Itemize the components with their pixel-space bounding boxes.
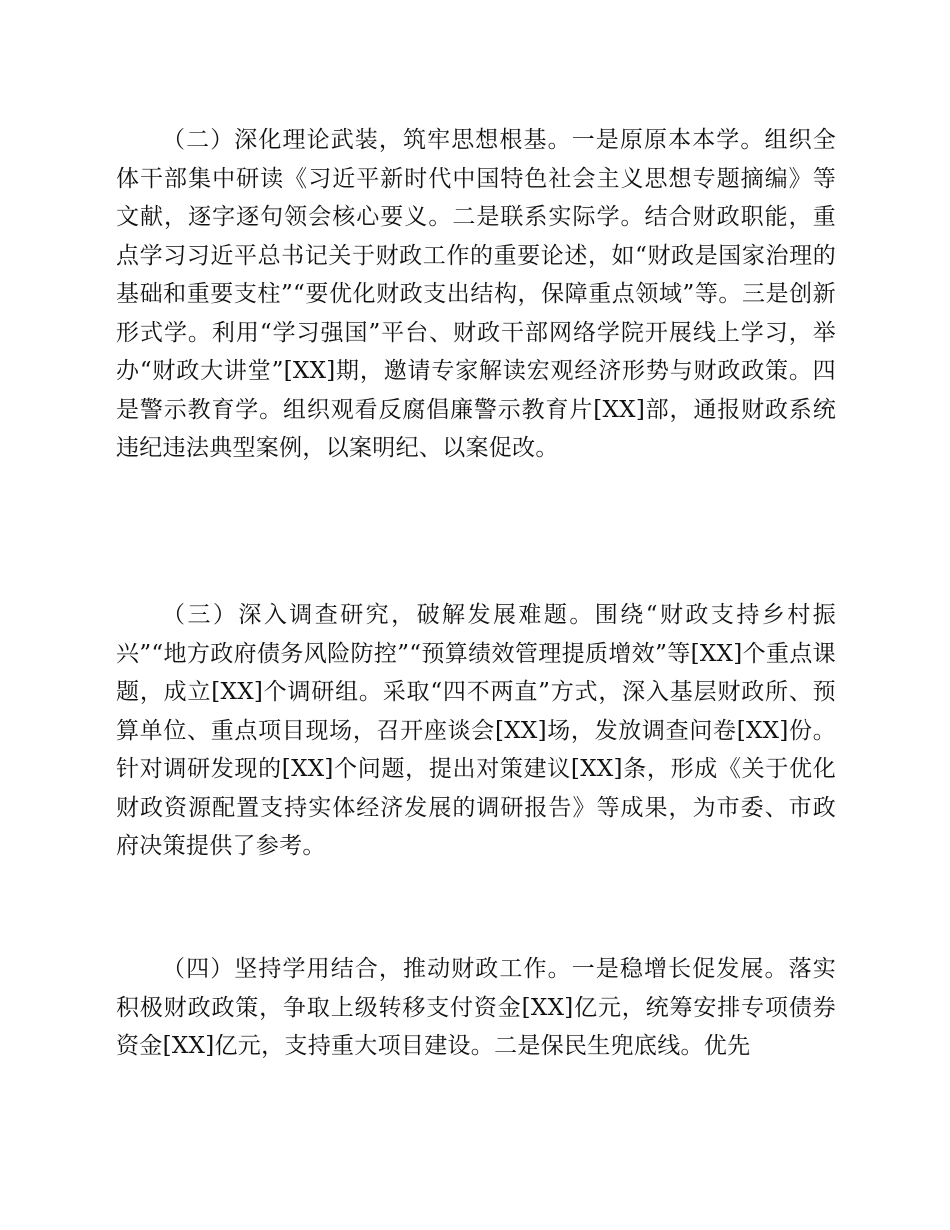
- paragraph-section-4: （四）坚持学用结合，推动财政工作。一是稳增长促发展。落实积极财政政策，争取上级转移支付资金[XX]亿元，统筹安排专项债券资金[XX]亿元，支持重大项目建设。二是保民生兜底线。优先: [116, 956, 836, 1059]
- paragraph-section-2: （二）深化理论武装，筑牢思想根基。一是原原本本学。组织全体干部集中研读《习近平新时代中国特色社会主义思想专题摘编》等文献，逐字逐句领会核心要义。二是联系实际学。结合财政职能，重点学习习近平总书记关于财政工作的重要论述，如“财政是国家治理的基础和重要支柱”“要优化财政支出结构，保障重点领域”等。三是创新形式学。利用“学习强国”平台、财政干部网络学院开展线上学习，举办“财政大讲堂”[XX]期，邀请专家解读宏观经济形势与财政政策。四是警示教育学。组织观看反腐倡廉警示教育片[XX]部，通报财政系统违纪违法典型案例，以案明纪、以案促改。: [116, 127, 836, 461]
- paragraph-section-3: （三）深入调查研究，破解发展难题。围绕“财政支持乡村振兴”“地方政府债务风险防控”“预算绩效管理提质增效”等[XX]个重点课题，成立[XX]个调研组。采取“四不两直”方式，深入基层财政所、预算单位、重点项目现场，召开座谈会[XX]场，发放调查问卷[XX]份。针对调研发现的[XX]个问题，提出对策建议[XX]条，形成《关于优化财政资源配置支持实体经济发展的调研报告》等成果，为市委、市政府决策提供了参考。: [116, 602, 836, 859]
